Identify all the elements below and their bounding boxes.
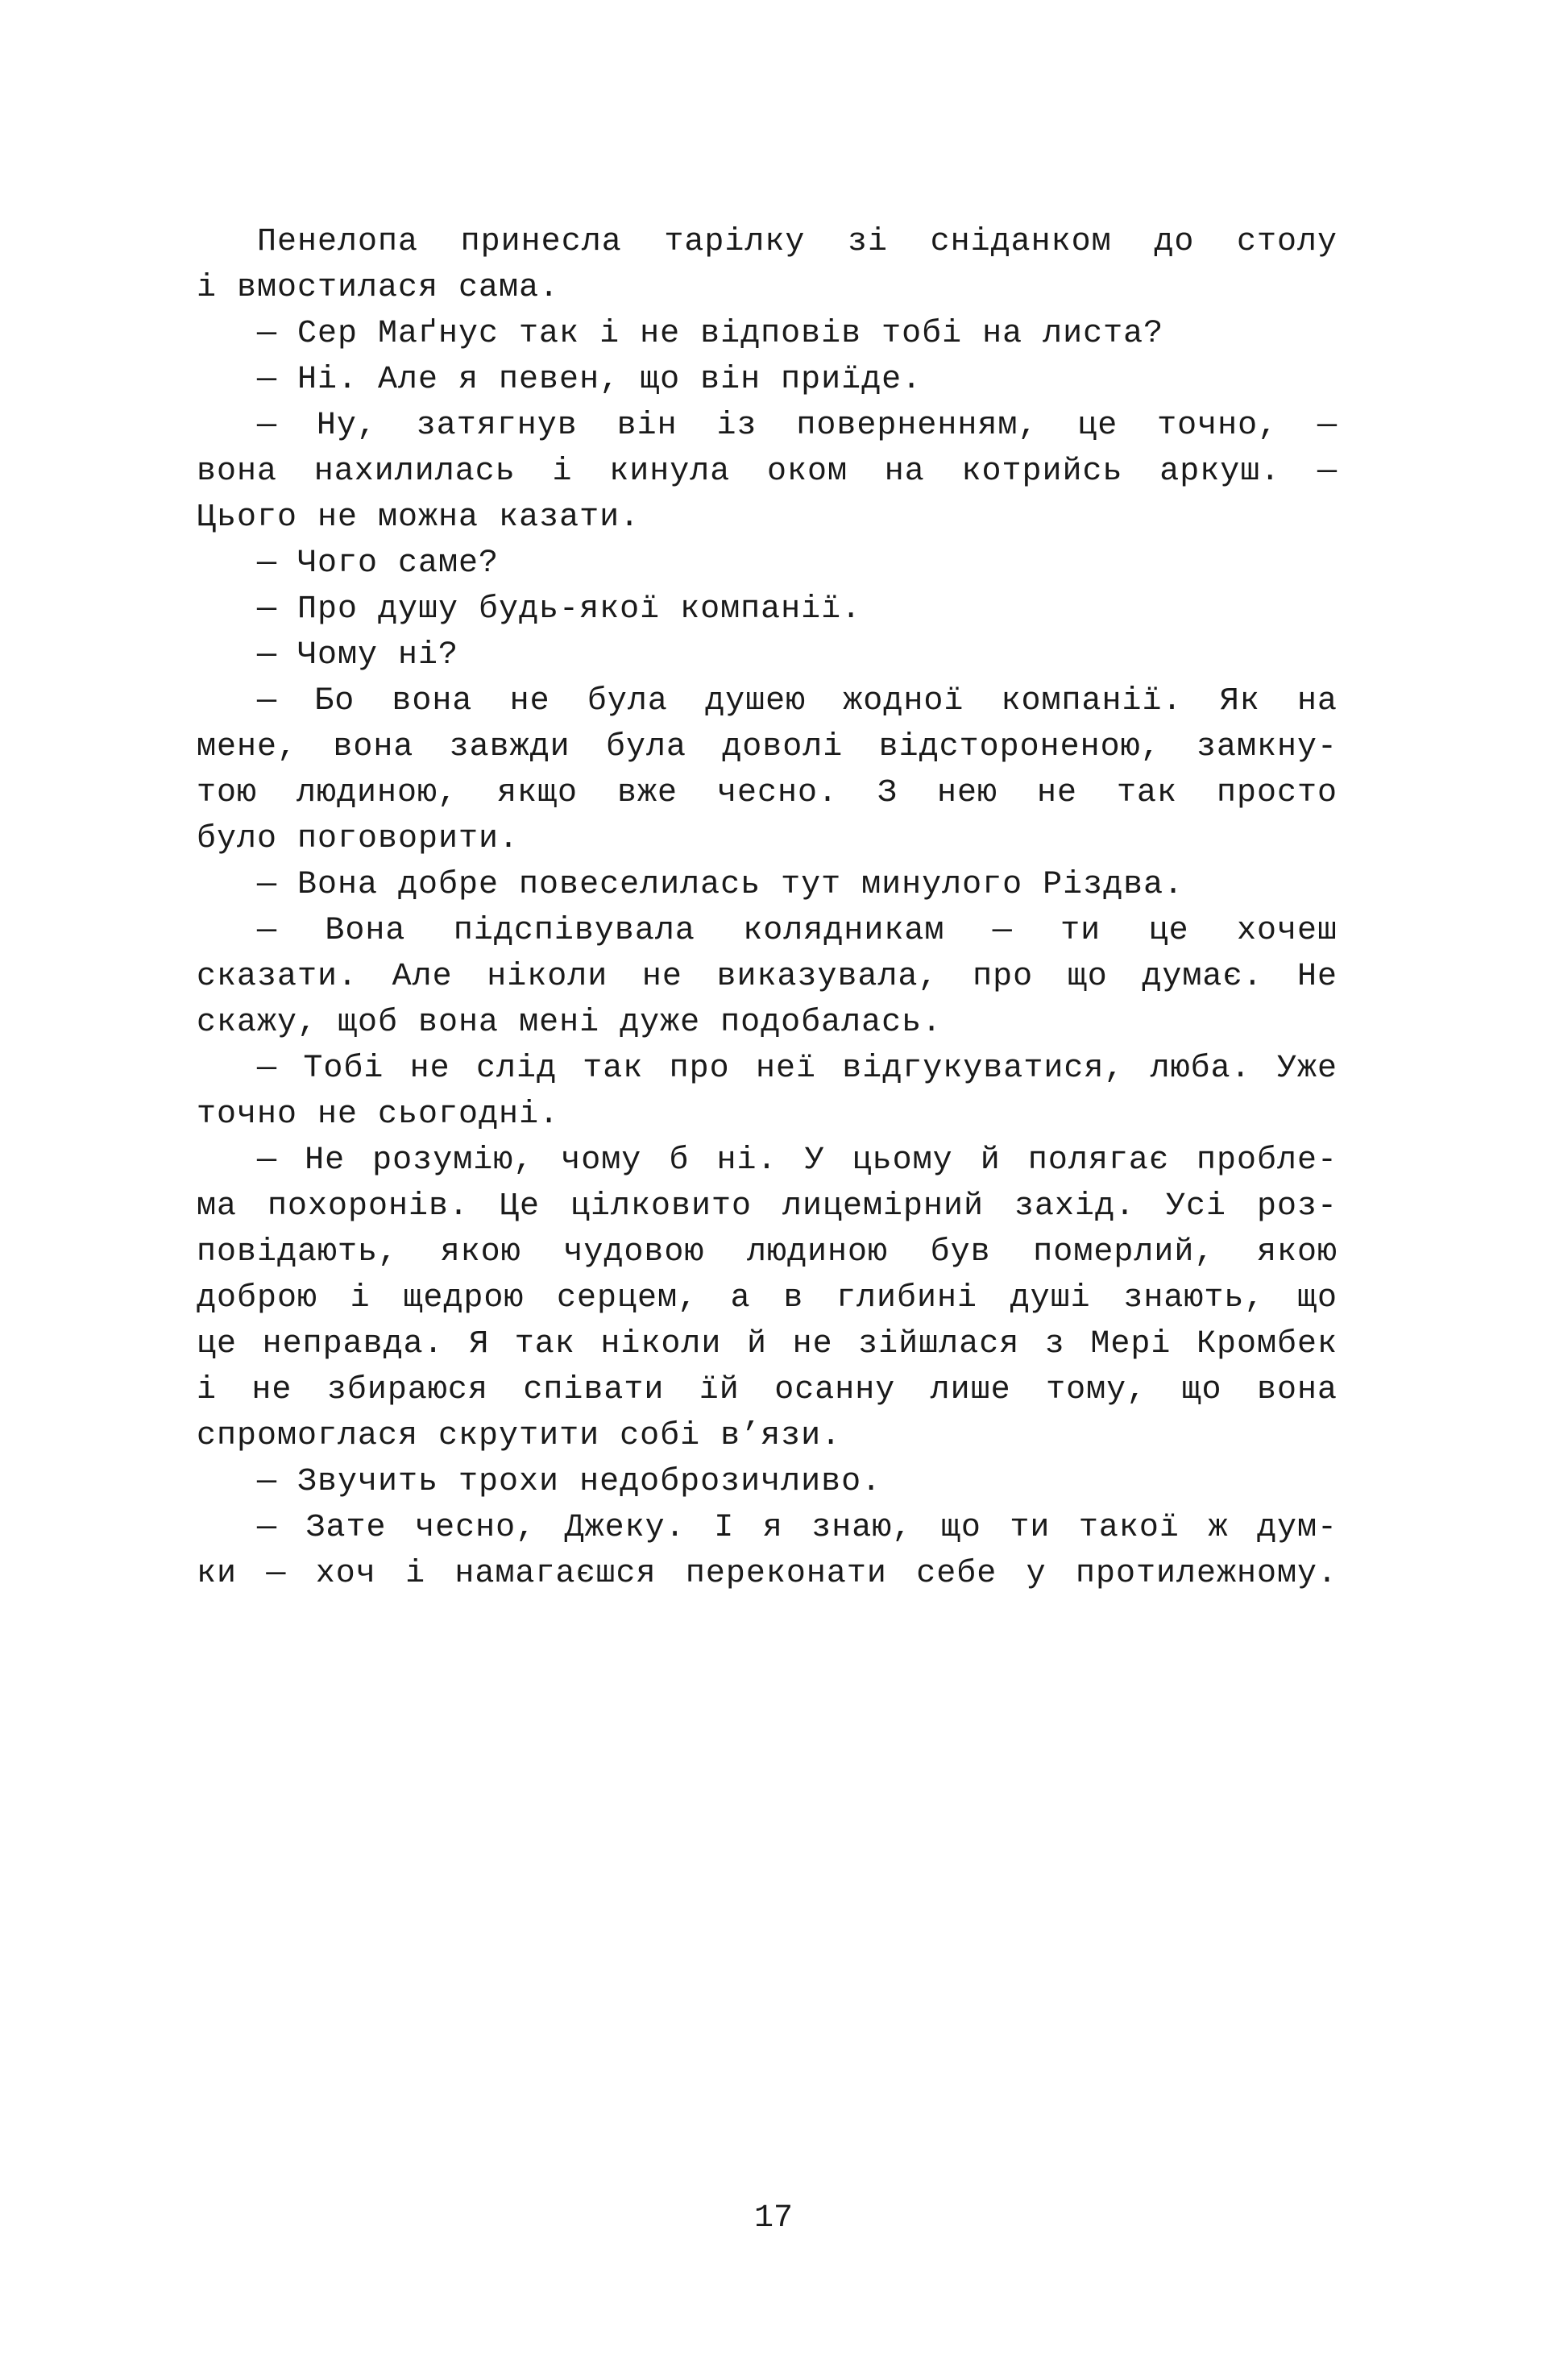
- text-line: — Про душу будь-якої компанії.: [257, 591, 862, 628]
- text-line: — Сер Маґнус так і не відповів тобі на листа?: [257, 316, 1164, 352]
- text-line: повідають, якою чудовою людиною був померлий, якою: [197, 1234, 1338, 1271]
- text-line: — Вона добре повеселилась тут минулого Різдва.: [257, 867, 1184, 903]
- text-line: спромоглася скрутити собі в’язи.: [197, 1418, 842, 1454]
- text-line: — Звучить трохи недоброзичливо.: [257, 1464, 882, 1500]
- text-line: і не збираюся співати їй осанну лише тому, що вона: [197, 1372, 1338, 1408]
- text-line: вона нахилилась і кинула оком на котрийсь аркуш. —: [197, 454, 1338, 490]
- text-line: ма похоронів. Це цілковито лицемірний захід. Усі роз-: [197, 1188, 1338, 1225]
- text-line: сказати. Але ніколи не виказувала, про що думає. Не: [197, 959, 1338, 995]
- page-number: 17: [753, 2200, 793, 2237]
- text-line: — Бо вона не була душею жодної компанії. Як на: [257, 683, 1338, 719]
- book-page-text: [197, 219, 1338, 1597]
- text-line: — Зате чесно, Джеку. І я знаю, що ти такої ж дум-: [257, 1510, 1338, 1546]
- text-line: — Не розумію, чому б ні. У цьому й полягає пробле-: [257, 1142, 1338, 1179]
- text-line: скажу, щоб вона мені дуже подобалась.: [197, 1005, 943, 1041]
- text-line: доброю і щедрою серцем, а в глибині душі знають, що: [197, 1280, 1338, 1316]
- text-line: — Ну, затягнув він із поверненням, це точно, —: [257, 408, 1338, 444]
- text-line: тою людиною, якщо вже чесно. З нею не так просто: [197, 775, 1338, 811]
- text-line: було поговорити.: [197, 821, 520, 857]
- text-line: — Ні. Але я певен, що він приїде.: [257, 362, 923, 398]
- text-line: — Чого саме?: [257, 545, 500, 582]
- text-line: це неправда. Я так ніколи й не зійшлася з Мері Кромбек: [197, 1326, 1338, 1362]
- text-line: — Чому ні?: [257, 637, 459, 674]
- text-line: і вмостилася сама.: [197, 270, 560, 306]
- text-line: — Вона підспівувала колядникам — ти це хочеш: [257, 913, 1338, 949]
- text-line: мене, вона завжди була доволі відстороненою, замкну-: [197, 729, 1338, 765]
- text-line: точно не сьогодні.: [197, 1097, 560, 1133]
- text-line: Цього не можна казати.: [197, 500, 641, 536]
- text-line: — Тобі не слід так про неї відгукуватися, люба. Уже: [257, 1051, 1338, 1087]
- text-line: ки — хоч і намагаєшся переконати себе у протилежному.: [197, 1556, 1338, 1592]
- text-line: Пенелопа принесла тарілку зі сніданком до столу: [257, 224, 1338, 260]
